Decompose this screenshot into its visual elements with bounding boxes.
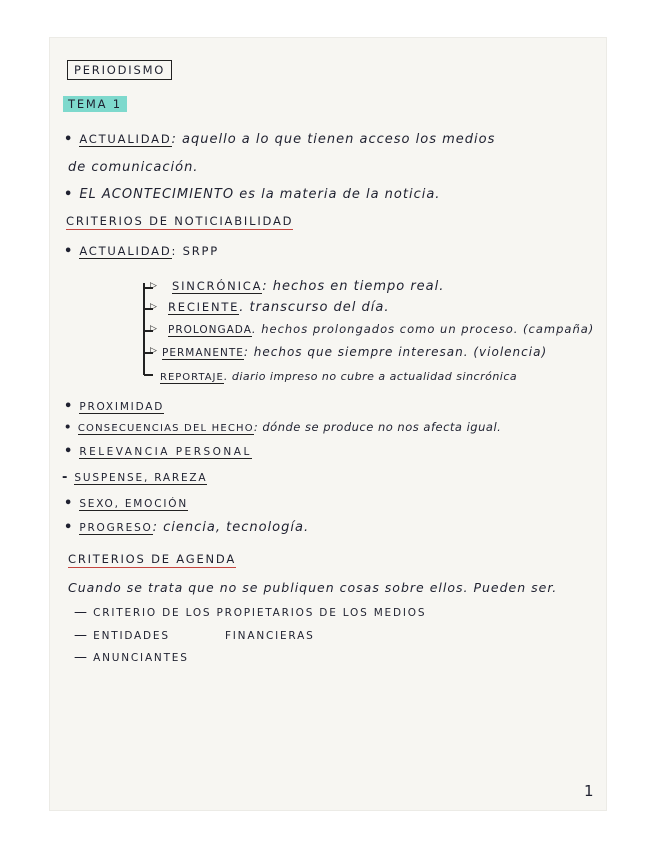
criterio-term: SUSPENSE, RAREZA xyxy=(74,472,208,484)
intro-line-2 xyxy=(64,187,440,202)
bullet: - xyxy=(62,470,69,485)
agenda-item-text: ANUNCIANTES xyxy=(93,652,189,664)
page-title: PERIODISMO xyxy=(67,60,172,80)
acontecimiento-text: EL ACONTECIMIENTO es la materia de la noticia. xyxy=(79,187,441,202)
tree-bracket xyxy=(143,283,145,375)
tipo-permanente xyxy=(162,345,547,359)
bullet: • xyxy=(64,420,72,434)
definition: : aquello a lo que tienen acceso los medios xyxy=(171,132,496,147)
criterio-text: : dónde se produce no nos afecta igual. xyxy=(253,420,502,434)
bullet: • xyxy=(64,132,74,147)
tipo-sincronica xyxy=(172,279,444,294)
tipo-term: RECIENTE xyxy=(168,300,240,314)
agenda-item-text: ENTIDADES FINANCIERAS xyxy=(93,630,315,642)
tipo-term: PROLONGADA xyxy=(168,324,252,336)
bullet: • xyxy=(64,520,74,535)
criterio-consecuencias xyxy=(64,420,501,434)
criterio-suspense xyxy=(62,470,207,485)
agenda-item xyxy=(74,605,426,620)
tipo-term: REPORTAJE xyxy=(160,372,224,383)
tree-branch xyxy=(144,374,153,376)
tipo-text: : hechos en tiempo real. xyxy=(262,279,445,294)
term-actualidad: ACTUALIDAD xyxy=(79,244,172,258)
criterio-relevancia xyxy=(64,444,252,459)
agenda-item xyxy=(74,650,189,665)
tipo-text: . hechos prolongados como un proceso. (campaña) xyxy=(251,322,595,336)
tema-heading: TEMA 1 xyxy=(63,96,127,112)
dash: — xyxy=(74,628,88,643)
arrow-icon: ▷ xyxy=(150,324,157,334)
agenda-item-text: CRITERIO DE LOS PROPIETARIOS DE LOS MEDIOS xyxy=(93,607,427,619)
tipo-term: PERMANENTE xyxy=(162,347,244,359)
criterio-term: RELEVANCIA PERSONAL xyxy=(79,446,252,458)
criterio-term: PROGRESO xyxy=(79,522,153,534)
criterio-term: CONSECUENCIAS DEL HECHO xyxy=(77,423,254,434)
tipo-prolongada xyxy=(168,322,594,336)
criterio-term: PROXIMIDAD xyxy=(79,401,165,413)
tipo-text: . diario impreso no cubre a actualidad sincrónica xyxy=(223,370,518,383)
section-heading-agenda: CRITERIOS DE AGENDA xyxy=(68,552,237,566)
bullet: • xyxy=(64,399,74,414)
tipo-text: . transcurso del día. xyxy=(239,300,390,315)
bullet: • xyxy=(64,496,74,511)
arrow-icon: ▷ xyxy=(150,346,157,356)
page-number: 1 xyxy=(584,782,595,800)
agenda-intro: Cuando se trata que no se publiquen cosas sobre ellos. Pueden ser. xyxy=(68,580,558,595)
criterio-term: SEXO, EMOCIÓN xyxy=(79,498,188,510)
actualidad-line xyxy=(64,244,219,259)
tipo-text: : hechos que siempre interesan. (violencia) xyxy=(243,345,548,359)
srpp-text: : SRPP xyxy=(171,244,219,258)
agenda-item xyxy=(74,628,315,643)
intro-line-1-cont: de comunicación. xyxy=(68,160,199,175)
criterio-sexo xyxy=(64,496,188,511)
criterio-progreso xyxy=(64,520,309,535)
term-actualidad: ACTUALIDAD xyxy=(79,132,172,146)
dash: — xyxy=(74,605,88,620)
dash: — xyxy=(74,650,88,665)
criterio-proximidad xyxy=(64,399,164,414)
bullet: • xyxy=(64,244,74,259)
bullet: • xyxy=(64,444,74,459)
intro-line-1 xyxy=(64,132,495,147)
arrow-icon: ▷ xyxy=(150,281,157,291)
tipo-reciente xyxy=(168,300,389,315)
bullet: • xyxy=(64,187,74,202)
arrow-icon: ▷ xyxy=(150,302,157,312)
tipo-reportaje xyxy=(160,370,517,383)
section-heading-noticiabilidad: CRITERIOS DE NOTICIABILIDAD xyxy=(66,214,294,228)
criterio-text: : ciencia, tecnología. xyxy=(152,520,310,535)
tipo-term: SINCRÓNICA xyxy=(172,279,263,293)
